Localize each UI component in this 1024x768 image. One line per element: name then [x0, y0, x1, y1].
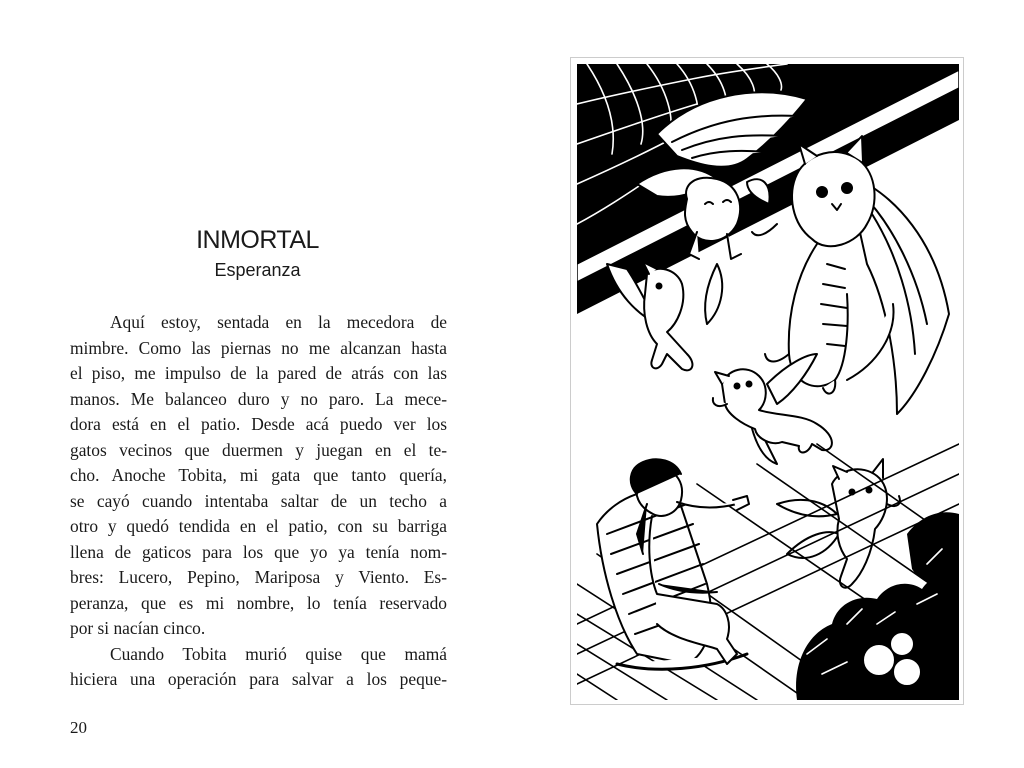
illustration-drawing: [577, 64, 959, 700]
text-line: mimbre. Como las piernas no me alcanzan hasta: [70, 337, 447, 358]
winged-cat-left: [607, 262, 722, 370]
text-line: cho. Anoche Tobita, mi gata que tanto quería,: [70, 465, 447, 485]
page-number: 20: [70, 718, 87, 737]
story-text: [70, 310, 447, 693]
text-line: se cayó cuando intentaba saltar de un techo a: [70, 490, 447, 511]
text-line: otro y quedó tendida en el patio, con su barriga: [70, 516, 447, 536]
text-line: peranza, que es mi nombre, lo tenía reservado: [70, 592, 447, 613]
illustration: [570, 57, 964, 705]
text-line: Cuando Tobita murió quise que mamá: [110, 643, 447, 664]
text-line: bres: Lucero, Pepino, Mariposa y Viento. Es-: [70, 567, 447, 587]
text-line: llena de gaticos para los que yo ya tenía nom-: [70, 541, 447, 562]
winged-cat-lower-right: [777, 459, 900, 588]
text-line: gatos vecinos que duermen y juegan en el te-: [70, 439, 447, 460]
chapter-title: INMORTAL: [196, 226, 319, 254]
text-line: manos. Me balanceo duro y no paro. La mece-: [70, 388, 447, 409]
rocking-chair-girl: [597, 459, 749, 669]
chapter-subtitle: Esperanza: [214, 260, 301, 280]
text-line: por si nacían cinco.: [70, 618, 206, 638]
text-line: Aquí estoy, sentada en la mecedora de: [110, 312, 447, 332]
text-line: hiciera una operación para salvar a los peque-: [70, 669, 447, 689]
text-line: dora está en el patio. Desde acá puedo ver los: [70, 414, 447, 434]
text-line: el piso, me impulso de la pared de atrás con las: [70, 363, 447, 383]
